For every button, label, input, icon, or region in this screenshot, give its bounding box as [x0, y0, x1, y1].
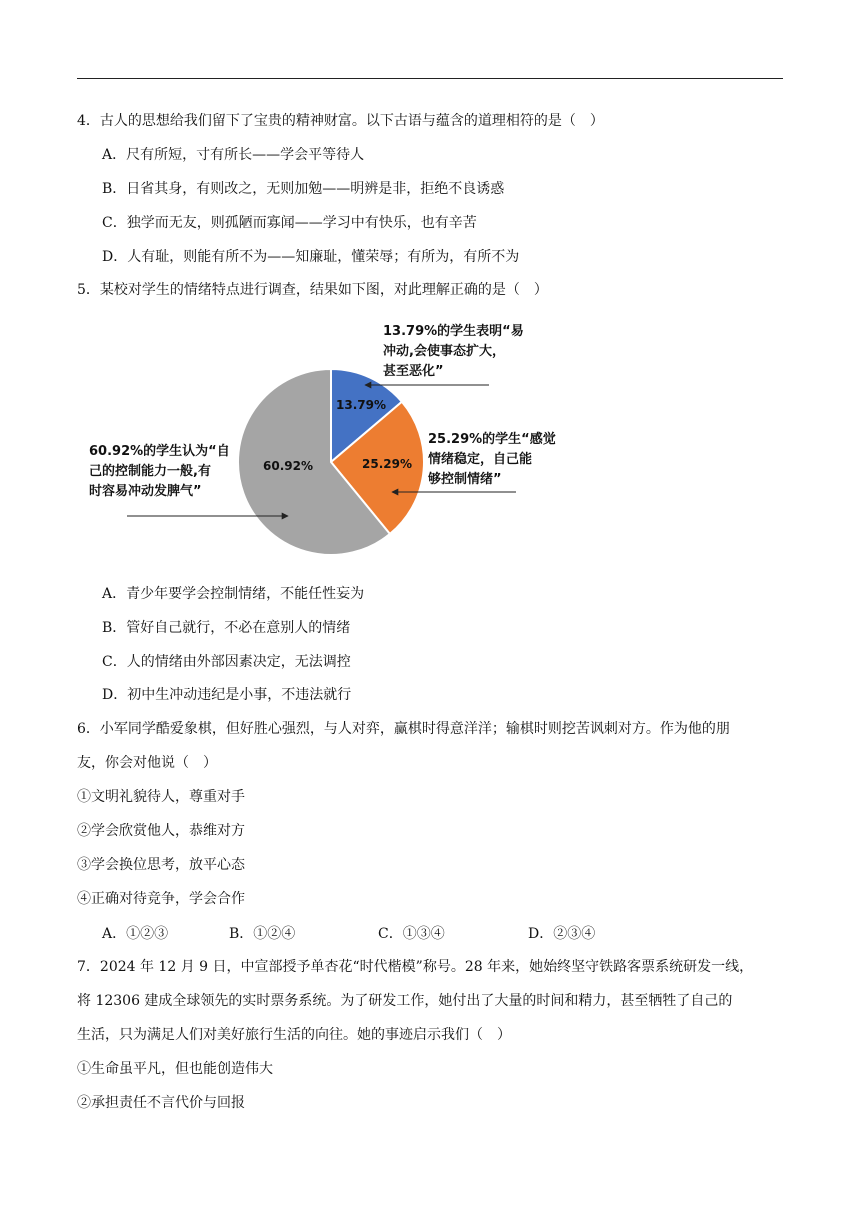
emotion-pie-chart	[0, 300, 860, 570]
annotation-25-29-line2: 情绪稳定，自己能	[428, 452, 533, 467]
q5-option-a: A．青少年要学会控制情绪，不能任性妄为	[102, 586, 365, 602]
q6-item-4: ④正确对待竞争，学会合作	[77, 891, 245, 907]
q5-option-c: C．人的情绪由外部因素决定，无法调控	[102, 654, 351, 670]
q6-choices	[102, 924, 702, 944]
q6-item-3: ③学会换位思考，放平心态	[77, 857, 245, 873]
header-rule	[77, 78, 783, 79]
q4-option-d: D．人有耻，则能有所不为——知廉耻，懂荣辱；有所为，有所不为	[102, 249, 520, 265]
slice-label-60-92: 60.92%	[263, 459, 313, 473]
annotation-13-79-line3: 甚至恶化”	[383, 364, 444, 379]
q6-stem-line1: 6．小军同学酷爱象棋，但好胜心强烈，与人对弈，赢棋时得意洋洋；输棋时则挖苦讽刺对方。作为他的朋	[77, 721, 730, 737]
annotation-25-29-line1: 25.29%的学生“感觉	[428, 432, 556, 447]
annotation-60-92-line2: 己的控制能力一般,有	[89, 464, 211, 479]
q6-choice-b: B．①②④	[229, 926, 296, 942]
q6-stem-line2: 友，你会对他说（ ）	[77, 755, 217, 771]
q7-stem-line2: 将 12306 建成全球领先的实时票务系统。为了研发工作，她付出了大量的时间和精力，甚至牺牲了自己的	[77, 993, 733, 1009]
q6-item-2: ②学会欣赏他人，恭维对方	[77, 823, 245, 839]
q5-stem: 5．某校对学生的情绪特点进行调查，结果如下图，对此理解正确的是（ ）	[77, 282, 548, 298]
q6-item-1: ①文明礼貌待人，尊重对手	[77, 789, 245, 805]
annotation-13-79-line1: 13.79%的学生表明“易	[383, 324, 524, 339]
q4-option-c: C．独学而无友，则孤陋而寡闻——学习中有快乐，也有辛苦	[102, 215, 477, 231]
q7-item-1: ①生命虽平凡，但也能创造伟大	[77, 1061, 273, 1077]
q5-option-d: D．初中生冲动违纪是小事，不违法就行	[102, 687, 352, 703]
q5-option-b: B．管好自己就行，不必在意别人的情绪	[102, 620, 351, 636]
q4-option-a: A．尺有所短，寸有所长——学会平等待人	[102, 147, 365, 163]
q6-choice-d: D．②③④	[528, 926, 596, 942]
annotation-13-79-line2: 冲动,会使事态扩大，	[383, 344, 505, 359]
q7-stem-line1: 7．2024 年 12 月 9 日，中宣部授予单杏花“时代楷模”称号。28 年来，她始终坚守铁路客票系统研发一线，	[77, 959, 754, 975]
q6-choice-a: A．①②③	[102, 926, 169, 942]
q4-stem: 4．古人的思想给我们留下了宝贵的精神财富。以下古语与蕴含的道理相符的是（ ）	[77, 113, 604, 129]
q6-choice-c: C．①③④	[378, 926, 445, 942]
annotation-60-92-line1: 60.92%的学生认为“自	[89, 444, 230, 459]
q4-option-b: B．日省其身，有则改之，无则加勉——明辨是非，拒绝不良诱惑	[102, 181, 505, 197]
annotation-60-92-line3: 时容易冲动发脾气”	[89, 484, 202, 499]
q7-stem-line3: 生活，只为满足人们对美好旅行生活的向往。她的事迹启示我们（ ）	[77, 1027, 511, 1043]
slice-label-13-79: 13.79%	[336, 398, 386, 412]
annotation-25-29-line3: 够控制情绪”	[428, 472, 502, 487]
slice-label-25-29: 25.29%	[362, 457, 412, 471]
q7-item-2: ②承担责任不言代价与回报	[77, 1095, 245, 1111]
